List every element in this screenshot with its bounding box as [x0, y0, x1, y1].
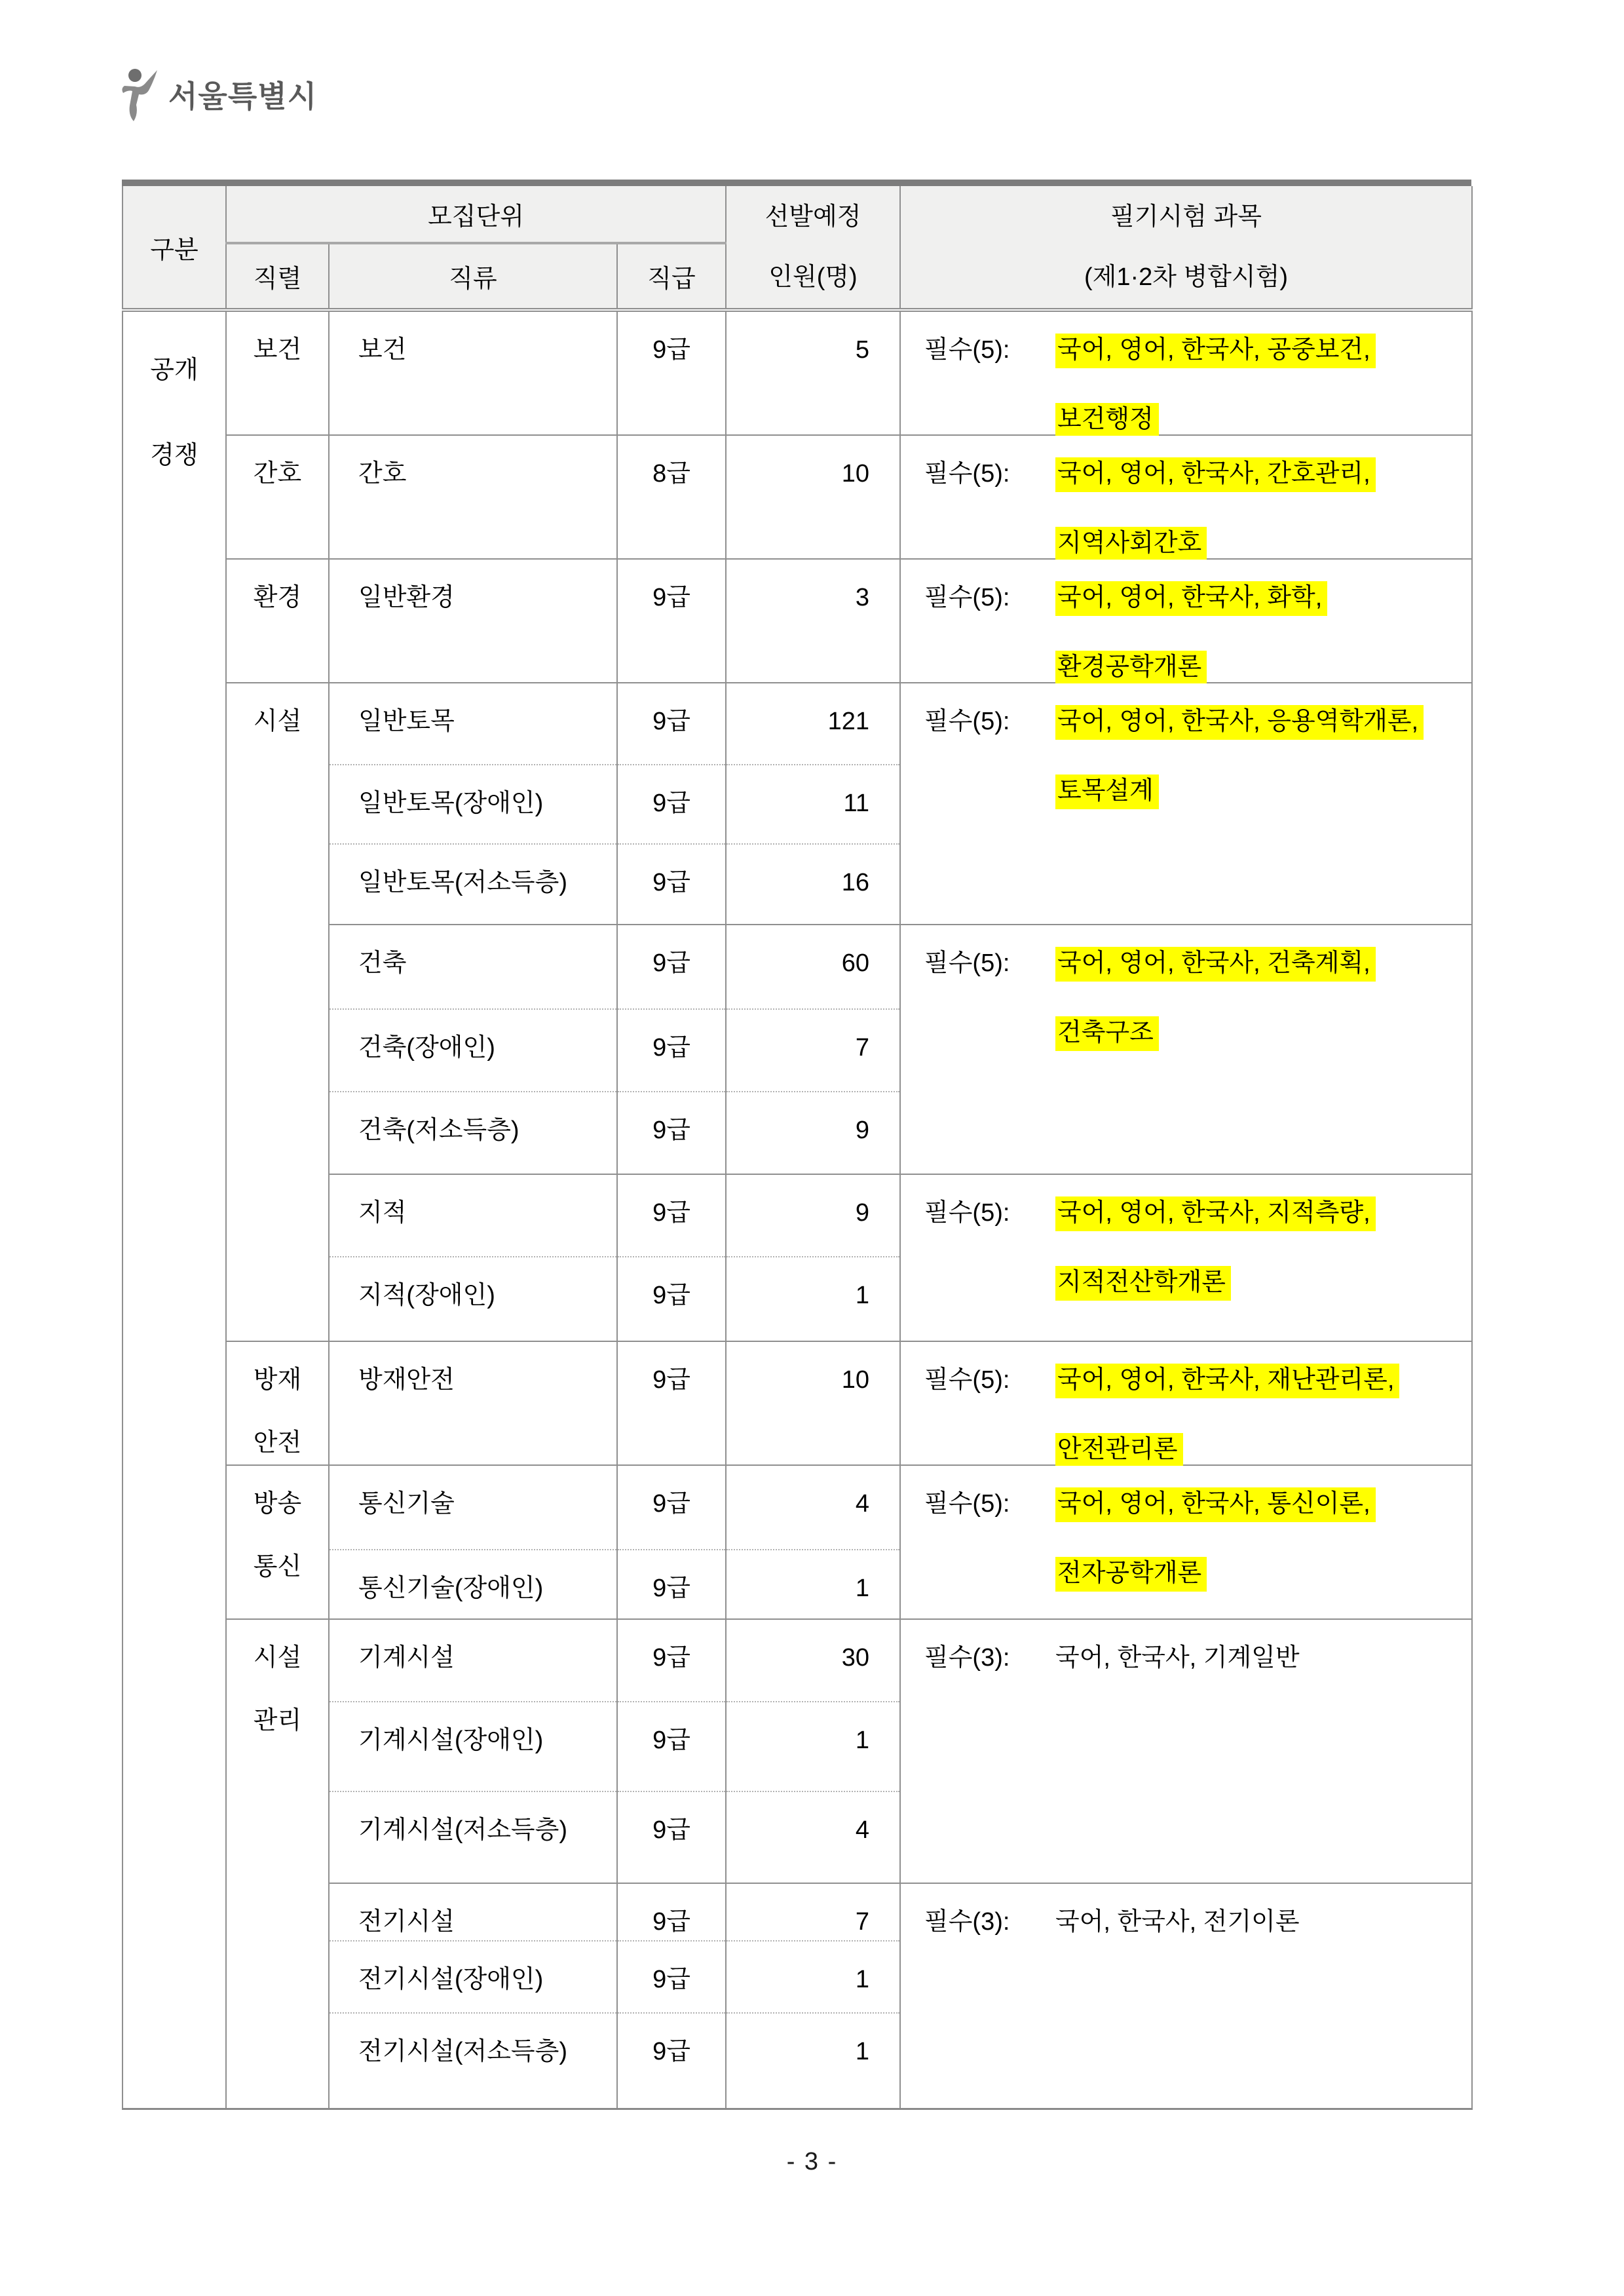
cell-grade: 9급 [617, 1341, 726, 1465]
seoul-logo-icon [120, 67, 158, 122]
cell-grade: 9급 [617, 844, 726, 925]
subject-line1: 국어, 한국사, 기계일반 [1055, 1644, 1300, 1672]
subject-line2: 환경공학개론 [1055, 651, 1207, 685]
header-pilgi-line2: (제1·2차 병합시험) [1084, 263, 1289, 291]
cell-subjects [900, 1174, 1472, 1341]
subject-prefix: 필수(3): [924, 1908, 1010, 1936]
cell-grade: 9급 [617, 1257, 726, 1341]
jikryeol-line1: 방송 [253, 1490, 302, 1518]
cell-count: 1 [726, 1702, 900, 1791]
cell-count: 9 [726, 1174, 900, 1257]
header-jikryeol: 직렬 [226, 243, 329, 310]
jikryeol-line2: 안전 [253, 1429, 302, 1457]
cell-jikryu: 기계시설(저소득층) [329, 1791, 617, 1883]
cell-count: 9 [726, 1092, 900, 1174]
subject-line1: 국어, 영어, 한국사, 공중보건, [1055, 334, 1376, 368]
subject-line2: 안전관리론 [1055, 1433, 1183, 1468]
seoul-logo [120, 67, 317, 122]
subject-prefix: 필수(5): [924, 949, 1010, 977]
cell-count: 7 [726, 1883, 900, 1941]
header-jikgeup: 직급 [617, 243, 726, 310]
subject-line1: 국어, 영어, 한국사, 통신이론, [1055, 1487, 1376, 1522]
subject-line1: 국어, 영어, 한국사, 지적측량, [1055, 1196, 1376, 1231]
subject-line2: 건축구조 [1055, 1016, 1159, 1051]
table-row [123, 1341, 1472, 1465]
cell-grade: 9급 [617, 1465, 726, 1550]
cell-jikryu: 지적 [329, 1174, 617, 1257]
table-row [123, 310, 1472, 435]
header-seonbal [726, 186, 900, 310]
cell-jikryu: 통신기술(장애인) [329, 1550, 617, 1619]
cell-count: 30 [726, 1619, 900, 1702]
cell-grade: 9급 [617, 1702, 726, 1791]
cell-grade: 8급 [617, 435, 726, 559]
cell-subjects [900, 1883, 1472, 2109]
cell-count: 1 [726, 1550, 900, 1619]
cell-count: 16 [726, 844, 900, 925]
cell-grade: 9급 [617, 1941, 726, 2013]
subject-line1: 국어, 한국사, 전기이론 [1055, 1908, 1300, 1936]
cell-jikryu: 일반토목(저소득층) [329, 844, 617, 925]
cell-count: 1 [726, 1257, 900, 1341]
subject-line1: 국어, 영어, 한국사, 간호관리, [1055, 457, 1376, 492]
cell-grade: 9급 [617, 1550, 726, 1619]
cell-grade: 9급 [617, 1619, 726, 1702]
cell-count: 3 [726, 559, 900, 683]
cell-jikryu: 전기시설 [329, 1883, 617, 1941]
page-number: - 3 - [786, 2148, 838, 2175]
jikryeol-line1: 방재 [253, 1366, 302, 1394]
cell-jikryu: 건축 [329, 925, 617, 1009]
header-row-1 [123, 186, 1472, 243]
cell-grade: 9급 [617, 683, 726, 765]
jikryeol-line1: 시설 [253, 1644, 302, 1672]
cell-subjects [900, 683, 1472, 925]
cell-count: 60 [726, 925, 900, 1009]
subject-prefix: 필수(3): [924, 1644, 1010, 1672]
cell-subjects [900, 1619, 1472, 1883]
cell-grade: 9급 [617, 559, 726, 683]
cell-grade: 9급 [617, 310, 726, 435]
cell-grade: 9급 [617, 1883, 726, 1941]
subject-prefix: 필수(5): [924, 1366, 1010, 1394]
cell-count: 121 [726, 683, 900, 765]
cell-jikryu: 기계시설 [329, 1619, 617, 1702]
subject-line2: 지적전산학개론 [1055, 1266, 1231, 1301]
cell-grade: 9급 [617, 2013, 726, 2109]
subject-line2: 전자공학개론 [1055, 1557, 1207, 1592]
subject-prefix: 필수(5): [924, 708, 1010, 735]
header-pilgi [900, 186, 1472, 310]
cell-subjects [900, 1465, 1472, 1619]
cell-gubun [123, 310, 226, 2109]
jikryeol-line2: 관리 [253, 1707, 302, 1734]
gubun-line1: 공개 [150, 356, 198, 384]
header-jikryu: 직류 [329, 243, 617, 310]
cell-grade: 9급 [617, 1174, 726, 1257]
logo-text: 서울특별시 [168, 79, 318, 113]
subject-line1: 국어, 영어, 한국사, 화학, [1055, 581, 1327, 616]
cell-jikryu: 건축(저소득층) [329, 1092, 617, 1174]
table-row [123, 683, 1472, 765]
subject-line2: 토목설계 [1055, 775, 1159, 809]
cell-jikryu: 간호 [329, 435, 617, 559]
cell-count: 1 [726, 2013, 900, 2109]
cell-jikryu: 일반환경 [329, 559, 617, 683]
header-mojip: 모집단위 [226, 186, 726, 243]
table-row [123, 559, 1472, 683]
cell-grade: 9급 [617, 765, 726, 844]
cell-jikryeol: 시설 [226, 683, 329, 1341]
cell-jikryu: 기계시설(장애인) [329, 1702, 617, 1791]
cell-jikryu: 지적(장애인) [329, 1257, 617, 1341]
cell-jikryu: 일반토목(장애인) [329, 765, 617, 844]
subject-line2: 지역사회간호 [1055, 527, 1207, 562]
cell-jikryu: 보건 [329, 310, 617, 435]
gubun-line2: 경쟁 [150, 442, 198, 469]
cell-jikryeol: 환경 [226, 559, 329, 683]
cell-jikryu: 전기시설(장애인) [329, 1941, 617, 2013]
cell-grade: 9급 [617, 1092, 726, 1174]
cell-count: 1 [726, 1941, 900, 2013]
cell-count: 10 [726, 435, 900, 559]
cell-subjects [900, 559, 1472, 683]
cell-jikryu: 통신기술 [329, 1465, 617, 1550]
subject-line1: 국어, 영어, 한국사, 건축계획, [1055, 947, 1376, 982]
cell-jikryeol [226, 1619, 329, 2109]
cell-grade: 9급 [617, 925, 726, 1009]
cell-count: 7 [726, 1009, 900, 1092]
cell-count: 5 [726, 310, 900, 435]
header-gubun: 구분 [123, 186, 226, 310]
table-row [123, 435, 1472, 559]
subject-prefix: 필수(5): [924, 1490, 1010, 1518]
subject-line1: 국어, 영어, 한국사, 응용역학개론, [1055, 705, 1424, 740]
cell-jikryeol [226, 1465, 329, 1619]
table-row [123, 1619, 1472, 1702]
cell-jikryu: 방재안전 [329, 1341, 617, 1465]
subject-line1: 국어, 영어, 한국사, 재난관리론, [1055, 1364, 1399, 1398]
cell-count: 4 [726, 1791, 900, 1883]
cell-jikryu: 일반토목 [329, 683, 617, 765]
cell-subjects [900, 1341, 1472, 1465]
jikryeol-line2: 통신 [253, 1553, 302, 1580]
cell-grade: 9급 [617, 1009, 726, 1092]
cell-count: 4 [726, 1465, 900, 1550]
cell-grade: 9급 [617, 1791, 726, 1883]
subject-prefix: 필수(5): [924, 336, 1010, 364]
cell-subjects [900, 310, 1472, 435]
cell-jikryeol: 간호 [226, 435, 329, 559]
recruitment-table [122, 180, 1471, 2110]
cell-subjects [900, 925, 1472, 1174]
subject-prefix: 필수(5): [924, 1199, 1010, 1227]
header-pilgi-line1: 필기시험 과목 [1110, 203, 1262, 231]
cell-jikryeol: 보건 [226, 310, 329, 435]
header-seonbal-line2: 인원(명) [768, 263, 858, 291]
cell-count: 11 [726, 765, 900, 844]
cell-jikryu: 전기시설(저소득층) [329, 2013, 617, 2109]
subject-prefix: 필수(5): [924, 460, 1010, 488]
cell-jikryeol [226, 1341, 329, 1465]
subject-prefix: 필수(5): [924, 584, 1010, 611]
cell-count: 10 [726, 1341, 900, 1465]
cell-jikryu: 건축(장애인) [329, 1009, 617, 1092]
subject-line2: 보건행정 [1055, 403, 1159, 438]
table-row [123, 1465, 1472, 1550]
cell-subjects [900, 435, 1472, 559]
header-seonbal-line1: 선발예정 [765, 203, 861, 231]
